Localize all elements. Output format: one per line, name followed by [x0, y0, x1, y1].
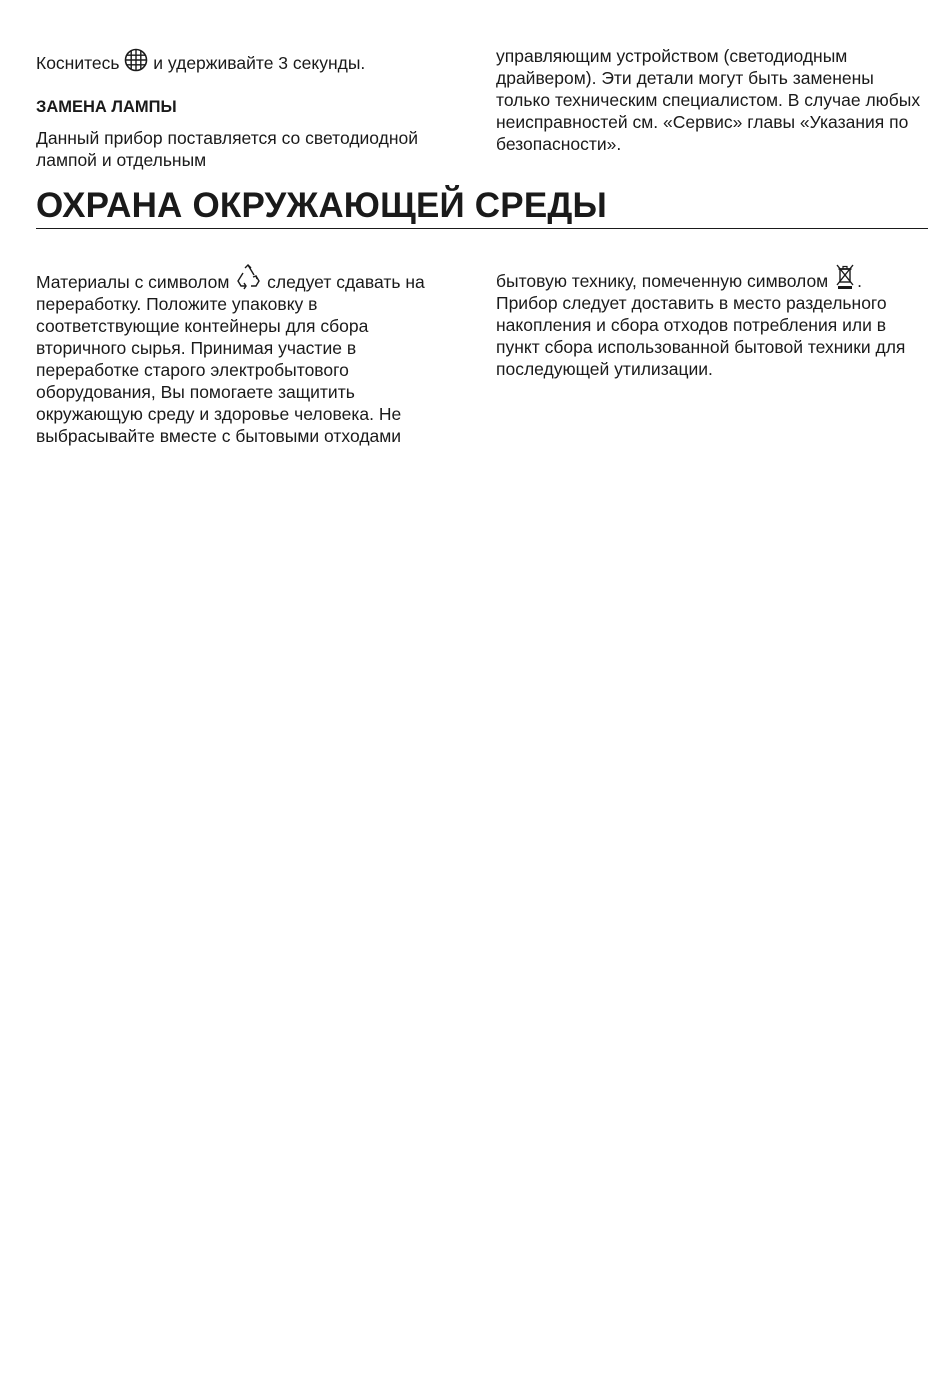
lamp-text-right: управляющим устройством (светодиодным драйвером). Эти детали могут быть заменены только техническим специалистом. В случае любых неисправностей см. «Сервис» главы «Указания по безопасности».	[496, 46, 921, 154]
globe-grid-icon	[124, 48, 148, 72]
touch-text-after: и удерживайте 3 секунды.	[153, 53, 366, 73]
lamp-replacement-heading: ЗАМЕНА ЛАМПЫ	[36, 98, 177, 116]
touch-instruction	[36, 48, 461, 74]
environment-section-title: ОХРАНА ОКРУЖАЮЩЕЙ СРЕДЫ	[36, 184, 928, 229]
environment-left-column	[36, 264, 461, 447]
environment-right-column	[496, 264, 921, 380]
recycle-text-before: Материалы с символом	[36, 272, 230, 292]
weee-text-after: . Прибор следует доставить в место раздельного накопления и сбора отходов потребления или в пункт сбора использованной бытовой техники для последующей утилизации.	[496, 271, 906, 379]
recycle-icon	[234, 264, 262, 290]
weee-text-before: бытовую технику, помеченную символом	[496, 271, 829, 291]
recycle-text-after: следует сдавать на переработку. Положите упаковку в соответствующие контейнеры для сбора вторичного сырья. Принимая участие в переработке старого электробытового оборудования, Вы помогаете защитить окружающую среду и здоровье человека. Не выбрасывайте вместе с бытовыми отходами	[36, 272, 425, 446]
lamp-right-column	[496, 45, 921, 155]
lamp-left-column	[36, 48, 461, 171]
lamp-text-left: Данный прибор поставляется со светодиодной лампой и отдельным	[36, 128, 419, 170]
environment-text-right	[496, 264, 921, 380]
crossed-bin-icon	[833, 264, 857, 290]
environment-text-left	[36, 264, 461, 447]
touch-text-before: Коснитесь	[36, 53, 120, 73]
